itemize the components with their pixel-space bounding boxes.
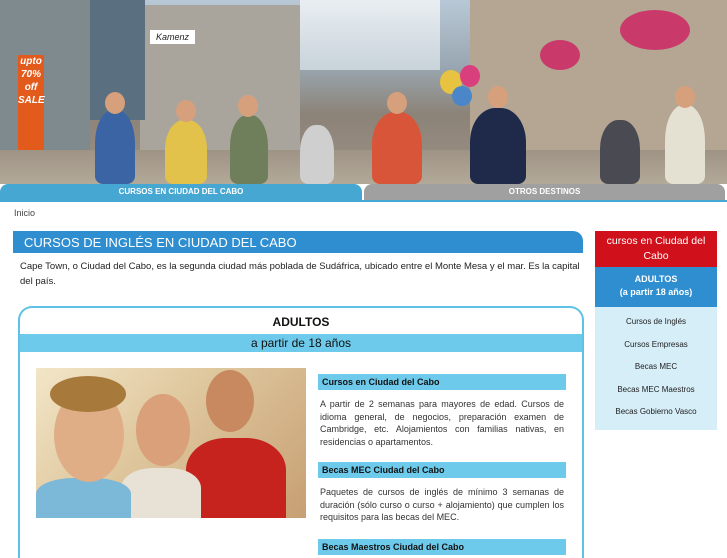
sidebar-section-title: ADULTOS [634, 274, 678, 284]
hero-person [665, 105, 705, 184]
hero-person [300, 125, 334, 184]
photo-person-shirt [36, 478, 131, 518]
hero-shop-sign: Kamenz [150, 30, 195, 44]
hero-flowers [620, 10, 690, 50]
sidebar-item-becas-mec-maestros[interactable]: Becas MEC Maestros [617, 384, 695, 394]
info-text-cursos: A partir de 2 semanas para mayores de edad. Cursos de idioma general, de negocios, preparación examen de Cambridge, etc. Alojamientos con familias nativas, en residencias o apartamentos. [320, 399, 564, 447]
hero-person [95, 110, 135, 184]
hero-person [470, 108, 526, 184]
hero-building-mid [140, 5, 300, 150]
photo-person-shirt [121, 468, 201, 518]
sidebar [595, 231, 717, 430]
adults-panel [18, 306, 584, 558]
sidebar-item-cursos-empresas[interactable]: Cursos Empresas [624, 339, 688, 349]
breadcrumb-inicio[interactable]: Inicio [14, 208, 36, 218]
hero-person [165, 120, 207, 184]
intro-text: Cape Town, o Ciudad del Cabo, es la segunda ciudad más poblada de Sudáfrica, ubicado entre el Monte Mesa y el mar. Es la capital del país. [20, 261, 580, 287]
info-block-cursos [318, 374, 566, 448]
tab-cursos-ciudad-del-cabo[interactable]: CURSOS EN CIUDAD DEL CABO [0, 184, 362, 200]
main-nav [0, 184, 727, 200]
students-photo [36, 368, 306, 518]
sidebar-header: cursos en Ciudad del Cabo [595, 231, 717, 267]
photo-person-face [136, 394, 190, 466]
hero-head [488, 86, 508, 108]
info-block-becas-maestros [318, 539, 566, 555]
hero-person [230, 115, 268, 184]
tab-underline [0, 200, 727, 202]
hero-balloon-2 [460, 65, 480, 87]
photo-person-hair [50, 376, 126, 412]
hero-person [372, 112, 422, 184]
hero-banner [0, 0, 727, 184]
info-heading-becas-maestros[interactable]: Becas Maestros Ciudad del Cabo [318, 539, 566, 555]
hero-head [176, 100, 196, 122]
sidebar-item-becas-gobierno-vasco[interactable]: Becas Gobierno Vasco [615, 407, 697, 416]
info-heading-becas-mec[interactable]: Becas MEC Ciudad del Cabo [318, 462, 566, 478]
info-heading-cursos[interactable]: Cursos en Ciudad del Cabo [318, 374, 566, 390]
hero-sky [300, 0, 440, 70]
hero-person [600, 120, 640, 184]
page-title-bar [13, 231, 583, 253]
sidebar-section-subtitle: (a partir 18 años) [619, 287, 693, 297]
photo-person-shirt [186, 438, 286, 518]
sidebar-menu [595, 307, 717, 430]
hero-flowers-2 [540, 40, 580, 70]
sidebar-section [595, 267, 717, 307]
info-text-becas-mec: Paquetes de cursos de inglés de mínimo 3 semanas de duración (sólo curso o curso + alojamiento) que cumplen los requisitos para las becas del MEC. [320, 487, 564, 522]
sidebar-item-cursos-ingles[interactable]: Cursos de Inglés [625, 317, 687, 326]
hero-head [238, 95, 258, 117]
hero-head [387, 92, 407, 114]
hero-building-left [0, 0, 90, 150]
tab-otros-destinos[interactable]: OTROS DESTINOS [364, 184, 725, 200]
sidebar-item-becas-mec[interactable]: Becas MEC [634, 362, 678, 371]
hero-head [105, 92, 125, 114]
panel-subtitle: a partir de 18 años [20, 334, 582, 352]
photo-person-face [206, 370, 254, 432]
hero-head [675, 86, 695, 108]
hero-sale-banner: upto 70% off SALE [18, 55, 44, 163]
info-block-becas-mec [318, 462, 566, 524]
page-title: CURSOS DE INGLÉS EN CIUDAD DEL CABO [24, 235, 297, 250]
panel-title: ADULTOS [272, 315, 330, 329]
hero-balloon-3 [452, 86, 472, 106]
